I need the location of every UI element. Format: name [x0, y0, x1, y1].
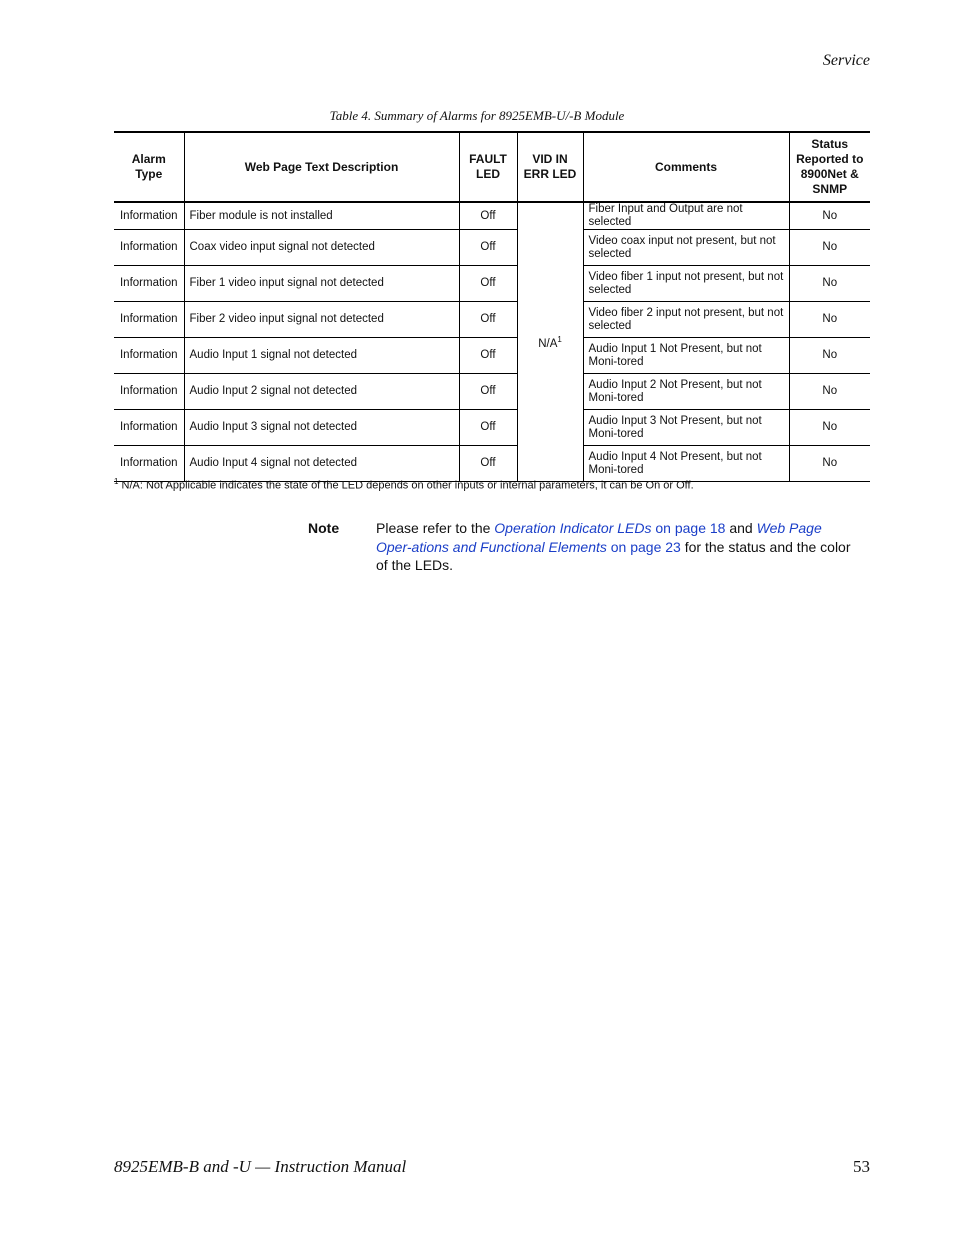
cell-alarm-type: Information [114, 202, 184, 230]
cell-comment: Fiber Input and Output are not selected [583, 202, 789, 230]
link-page-18[interactable]: on page 18 [651, 520, 726, 536]
cell-status: No [789, 338, 870, 374]
cell-description: Audio Input 4 signal not detected [184, 446, 459, 482]
cell-status: No [789, 202, 870, 230]
cell-fault-led: Off [459, 374, 517, 410]
link-web-page-operations[interactable]: Web Page Oper-ations and Functional Elements [376, 520, 822, 555]
alarms-table [114, 131, 870, 482]
cell-comment: Audio Input 2 Not Present, but not Moni-tored [583, 374, 789, 410]
cell-fault-led: Off [459, 266, 517, 302]
note-text-before: Please refer to the [376, 520, 495, 536]
table-row [114, 302, 870, 338]
table-caption: Table 4. Summary of Alarms for 8925EMB-U/-B Module [329, 108, 625, 123]
cell-fault-led: Off [459, 338, 517, 374]
link-operation-indicator-leds[interactable]: Operation Indicator LEDs [494, 520, 652, 536]
table-row [114, 338, 870, 374]
table-row [114, 410, 870, 446]
cell-comment: Audio Input 4 Not Present, but not Moni-tored [583, 446, 789, 482]
col-comments: Comments [583, 132, 789, 202]
footnote-text: N/A: Not Applicable indicates the state of the LED depends on other inputs or internal parameters, it can be On or Off. [121, 479, 694, 492]
table-row [114, 266, 870, 302]
cell-status: No [789, 266, 870, 302]
cell-status: No [789, 230, 870, 266]
cell-description: Fiber 1 video input signal not detected [184, 266, 459, 302]
cell-alarm-type: Information [114, 338, 184, 374]
cell-alarm-type: Information [114, 266, 184, 302]
col-alarm-type: Alarm Type [114, 132, 184, 202]
cell-fault-led: Off [459, 202, 517, 230]
cell-fault-led: Off [459, 302, 517, 338]
cell-alarm-type: Information [114, 410, 184, 446]
note-label: Note [308, 520, 340, 536]
col-description: Web Page Text Description [184, 132, 459, 202]
cell-comment: Audio Input 1 Not Present, but not Moni-tored [583, 338, 789, 374]
cell-vid-in-err-led [517, 202, 583, 482]
note-text-and: and [725, 520, 757, 536]
vid-in-err-value: N/A [538, 337, 558, 350]
footer-manual-title: 8925EMB-B and -U — Instruction Manual [114, 1157, 407, 1176]
cell-fault-led: Off [459, 410, 517, 446]
cell-description: Fiber 2 video input signal not detected [184, 302, 459, 338]
cell-alarm-type: Information [114, 374, 184, 410]
col-fault-led: FAULT LED [459, 132, 517, 202]
note-body [376, 519, 856, 575]
table-header-row [114, 132, 870, 202]
cell-alarm-type: Information [114, 446, 184, 482]
section-header: Service [822, 52, 870, 69]
cell-status: No [789, 446, 870, 482]
cell-fault-led: Off [459, 446, 517, 482]
cell-alarm-type: Information [114, 302, 184, 338]
cell-description: Coax video input signal not detected [184, 230, 459, 266]
footnote-mark: 1 [114, 477, 119, 486]
link-page-23[interactable]: on page 23 [606, 538, 681, 555]
cell-description: Fiber module is not installed [184, 202, 459, 230]
cell-comment: Video fiber 1 input not present, but not selected [583, 266, 789, 302]
cell-description: Audio Input 3 signal not detected [184, 410, 459, 446]
cell-status: No [789, 302, 870, 338]
cell-status: No [789, 410, 870, 446]
cell-fault-led: Off [459, 230, 517, 266]
table-row [114, 202, 870, 230]
col-status-reported: Status Reported to 8900Net & SNMP [789, 132, 870, 202]
col-vid-in-err-led: VID IN ERR LED [517, 132, 583, 202]
page-number: 53 [853, 1157, 870, 1176]
cell-comment: Audio Input 3 Not Present, but not Moni-tored [583, 410, 789, 446]
table-row [114, 374, 870, 410]
footnote-marker: 1 [557, 335, 562, 345]
cell-status: No [789, 374, 870, 410]
cell-alarm-type: Information [114, 230, 184, 266]
cell-comment: Video coax input not present, but not selected [583, 230, 789, 266]
cell-description: Audio Input 1 signal not detected [184, 338, 459, 374]
note-text-after: for the status and the color of the LEDs. [376, 538, 851, 573]
table-row [114, 230, 870, 266]
cell-description: Audio Input 2 signal not detected [184, 374, 459, 410]
cell-comment: Video fiber 2 input not present, but not selected [583, 302, 789, 338]
table-footnote [114, 477, 694, 492]
